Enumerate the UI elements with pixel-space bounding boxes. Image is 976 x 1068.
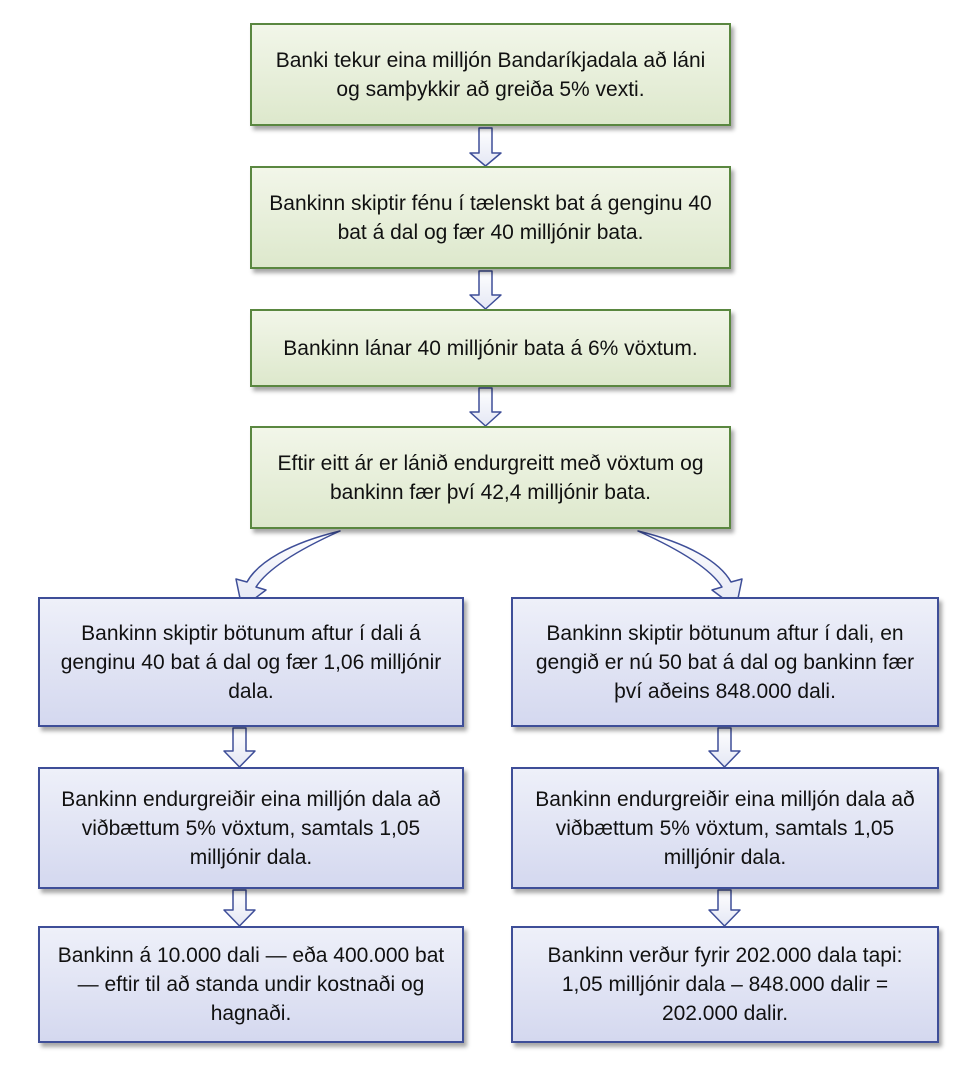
right-text-result: Bankinn verður fyrir 202.000 dala tapi: 1,05 milljónir dala – 848.000 dalir = 202.000 dalir. (547, 944, 903, 1025)
step-box-borrow (250, 23, 731, 126)
arrow-down-3-4 (470, 388, 501, 426)
right-text-exchange-back: Bankinn skiptir bötunum aftur í dali, en gengið er nú 50 bat á dal og bankinn fær því aðeins 848.000 dali. (535, 621, 915, 703)
arrow-down-1-2 (470, 128, 501, 166)
right-text-repay: Bankinn endurgreiðir eina milljón dala að viðbættum 5% vöxtum, samtals 1,05 milljónir dala. (535, 787, 915, 869)
right-box-result (511, 926, 939, 1043)
arrow-down-left-1-2 (224, 728, 255, 767)
step-text-borrow: Banki tekur eina milljón Bandaríkjadala að láni og samþykkir að greiða 5% vexti. (275, 48, 706, 101)
step-text-lend: Bankinn lánar 40 milljónir bata á 6% vöxtum. (283, 336, 698, 360)
arrow-down-left-2-3 (224, 890, 255, 926)
arrow-down-right-1-2 (709, 728, 740, 767)
left-text-repay: Bankinn endurgreiðir eina milljón dala að viðbættum 5% vöxtum, samtals 1,05 milljónir dala. (61, 787, 441, 869)
step-text-repaid: Eftir eitt ár er lánið endurgreitt með vöxtum og bankinn fær því 42,4 milljónir bata. (277, 451, 704, 504)
arrow-down-right-2-3 (709, 890, 740, 926)
step-box-exchange (250, 166, 731, 269)
step-box-repaid (250, 426, 731, 529)
left-box-result (38, 926, 464, 1043)
right-box-repay (511, 767, 939, 889)
left-text-result: Bankinn á 10.000 dali — eða 400.000 bat — eftir til að standa undir kostnaði og hagnaði. (57, 944, 445, 1025)
arrow-down-2-3 (470, 271, 501, 309)
right-box-exchange-back (511, 597, 939, 727)
left-box-exchange-back (38, 597, 464, 727)
left-box-repay (38, 767, 464, 889)
left-text-exchange-back: Bankinn skiptir bötunum aftur í dali á genginu 40 bat á dal og fær 1,06 milljónir dala. (60, 621, 442, 703)
step-box-lend (250, 309, 731, 387)
step-text-exchange: Bankinn skiptir fénu í tælenskt bat á genginu 40 bat á dal og fær 40 milljónir bata. (269, 191, 712, 244)
